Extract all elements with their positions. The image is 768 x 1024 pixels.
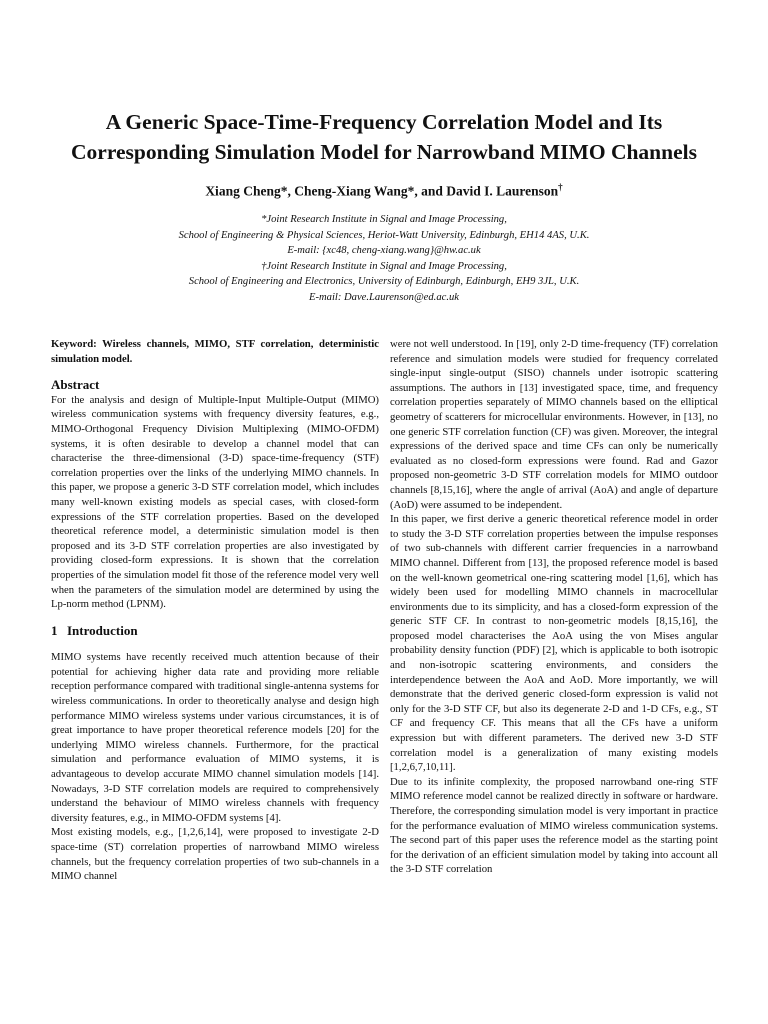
- affiliation-line: *Joint Research Institute in Signal and Image Processing,: [261, 214, 507, 225]
- left-column: [51, 337, 379, 884]
- paragraph: In this paper, we first derive a generic theoretical reference model in order to study the 3-D STF correlation properties between the impulse responses of two sub-channels with different carrier frequencies in a narrowband MIMO channel. Different from [13], the proposed reference model is based on the well-known geometrical one-ring scattering model [1,6], which has widely been used for modelling MIMO channels in macrocellular environments due to its simplicity, and has a closed-form expression of the generic STF CF. In contrast to non-geometric models [8,15,16], the proposed model characterises the AoA using the von Mises angular probability density function (PDF) [2], which is applicable to both isotropic and non-isotropic scattering environments, and considers the interdependence between the AoA and AoD. More importantly, we will demonstrate that the derived generic closed-form expression is valid not only for the 3-D STF CF, but also its degenerate 2-D and 1-D CFs, e.g., ST CF and frequency CF. This means that all the CFs have a uniform expression but with different parameters. The derived new 3-D STF correlation model is a generalization of many existing models [1,2,6,7,10,11].: [390, 513, 718, 774]
- affiliation-email: E-mail: {xc48, cheng-xiang.wang}@hw.ac.uk: [287, 245, 481, 257]
- abstract-heading: Abstract: [51, 377, 100, 393]
- affiliations: [40, 212, 728, 306]
- section-number: 1: [51, 622, 58, 638]
- title-line-2: Corresponding Simulation Model for Narrowband MIMO Channels: [71, 140, 697, 164]
- affiliation-line: School of Engineering and Electronics, University of Edinburgh, Edinburgh, EH9 3JL, U.K.: [188, 276, 580, 288]
- author-names: Xiang Cheng*, Cheng-Xiang Wang*, and David I. Laurenson: [205, 183, 559, 199]
- author-mark: †: [558, 182, 563, 192]
- title-line-1: A Generic Space-Time-Frequency Correlation Model and Its: [105, 110, 663, 134]
- abstract-text: For the analysis and design of Multiple-Input Multiple-Output (MIMO) wireless communication systems with frequency diversity features, e.g., MIMO-Orthogonal Frequency Division Multiplexing (MIMO-OFDM) systems, it is often desirable to develop a channel model that can characterise the three-dimensional (3-D) space-time-frequency (STF) correlation properties over the links of the underlying MIMO channels. In this paper, we propose a generic 3-D STF correlation model, which includes many well-known existing models as special cases, with closed-form expressions of the STF correlation properties. Based on the developed theoretical reference model, a deterministic simulation model is then proposed and its 3-D STF correlation properties are also investigated by providing closed-form expressions. It is shown that the correlation properties of the simulation model fit those of the reference model very well when the parameters of the simulation model are determined by using the Lp-norm method (LPNM).: [51, 393, 379, 611]
- affiliation-line: †Joint Research Institute in Signal and Image Processing,: [261, 260, 507, 272]
- paragraph: Due to its infinite complexity, the proposed narrowband one-ring STF MIMO reference model cannot be realized directly in software or hardware. Therefore, the corresponding simulation model is very important in practice for the performance evaluation of MIMO wireless communication systems. The second part of this paper uses the reference model as the starting point for the derivation of an efficient simulation model by taking into account all the 3-D STF correlation: [390, 775, 718, 876]
- paper-title: [40, 107, 728, 167]
- paragraph: were not well understood. In [19], only 2-D time-frequency (TF) correlation reference and simulation models were studied for frequency correlated single-input single-output (SISO) channels under isotropic scattering assumptions. The authors in [13] investigated space, time, and frequency correlation properties separately of MIMO channels based on the elliptical geometry of scatterers for microcellular environments. However, in [13], no one generic STF correlation function (CF) was given. Moreover, the integral expressions of the derived space and time CFs can only be numerically evaluated as no closed-form expressions were found. Rad and Gazor proposed non-geometric 3-D STF correlation models for MIMO outdoor channels [8,15,16], where the angle of arrival (AoA) and angle of departure (AoD) were assumed to be independent.: [390, 338, 718, 511]
- section-title: Introduction: [67, 622, 138, 638]
- paragraph: Most existing models, e.g., [1,2,6,14], were proposed to investigate 2-D space-time (ST) correlation properties of narrowband MIMO wireless channels, but the frequency correlation properties of two sub-channels in a MIMO channel: [51, 826, 379, 883]
- affiliation-email: E-mail: Dave.Laurenson@ed.ac.uk: [309, 291, 459, 303]
- section-heading-introduction: [51, 624, 379, 639]
- right-column: [390, 337, 718, 877]
- author-list: [40, 182, 728, 200]
- affiliation-line: School of Engineering & Physical Sciences, Heriot-Watt University, Edinburgh, EH14 4AS, U.K.: [178, 229, 590, 241]
- paragraph: MIMO systems have recently received much attention because of their potential for achieving higher data rate and providing more reliable reception performance compared with traditional single-antenna systems for wireless communications. In order to theoretically analyse and design high performance MIMO wireless systems under various circumstances, it is of great importance to have proper theoretical reference models [20] for the underlying MIMO wireless channels. Furthermore, for the practical simulation and performance evaluation of MIMO systems, it is advantageous to develop accurate MIMO channel simulation models [14]. Nowadays, 3-D STF correlation models are required to comprehensively understand the behaviour of MIMO wireless channels with frequency diversity features, e.g., in MIMO-OFDM systems [4].: [51, 651, 379, 824]
- keywords: Keyword: Wireless channels, MIMO, STF correlation, deterministic simulation model.: [51, 338, 379, 365]
